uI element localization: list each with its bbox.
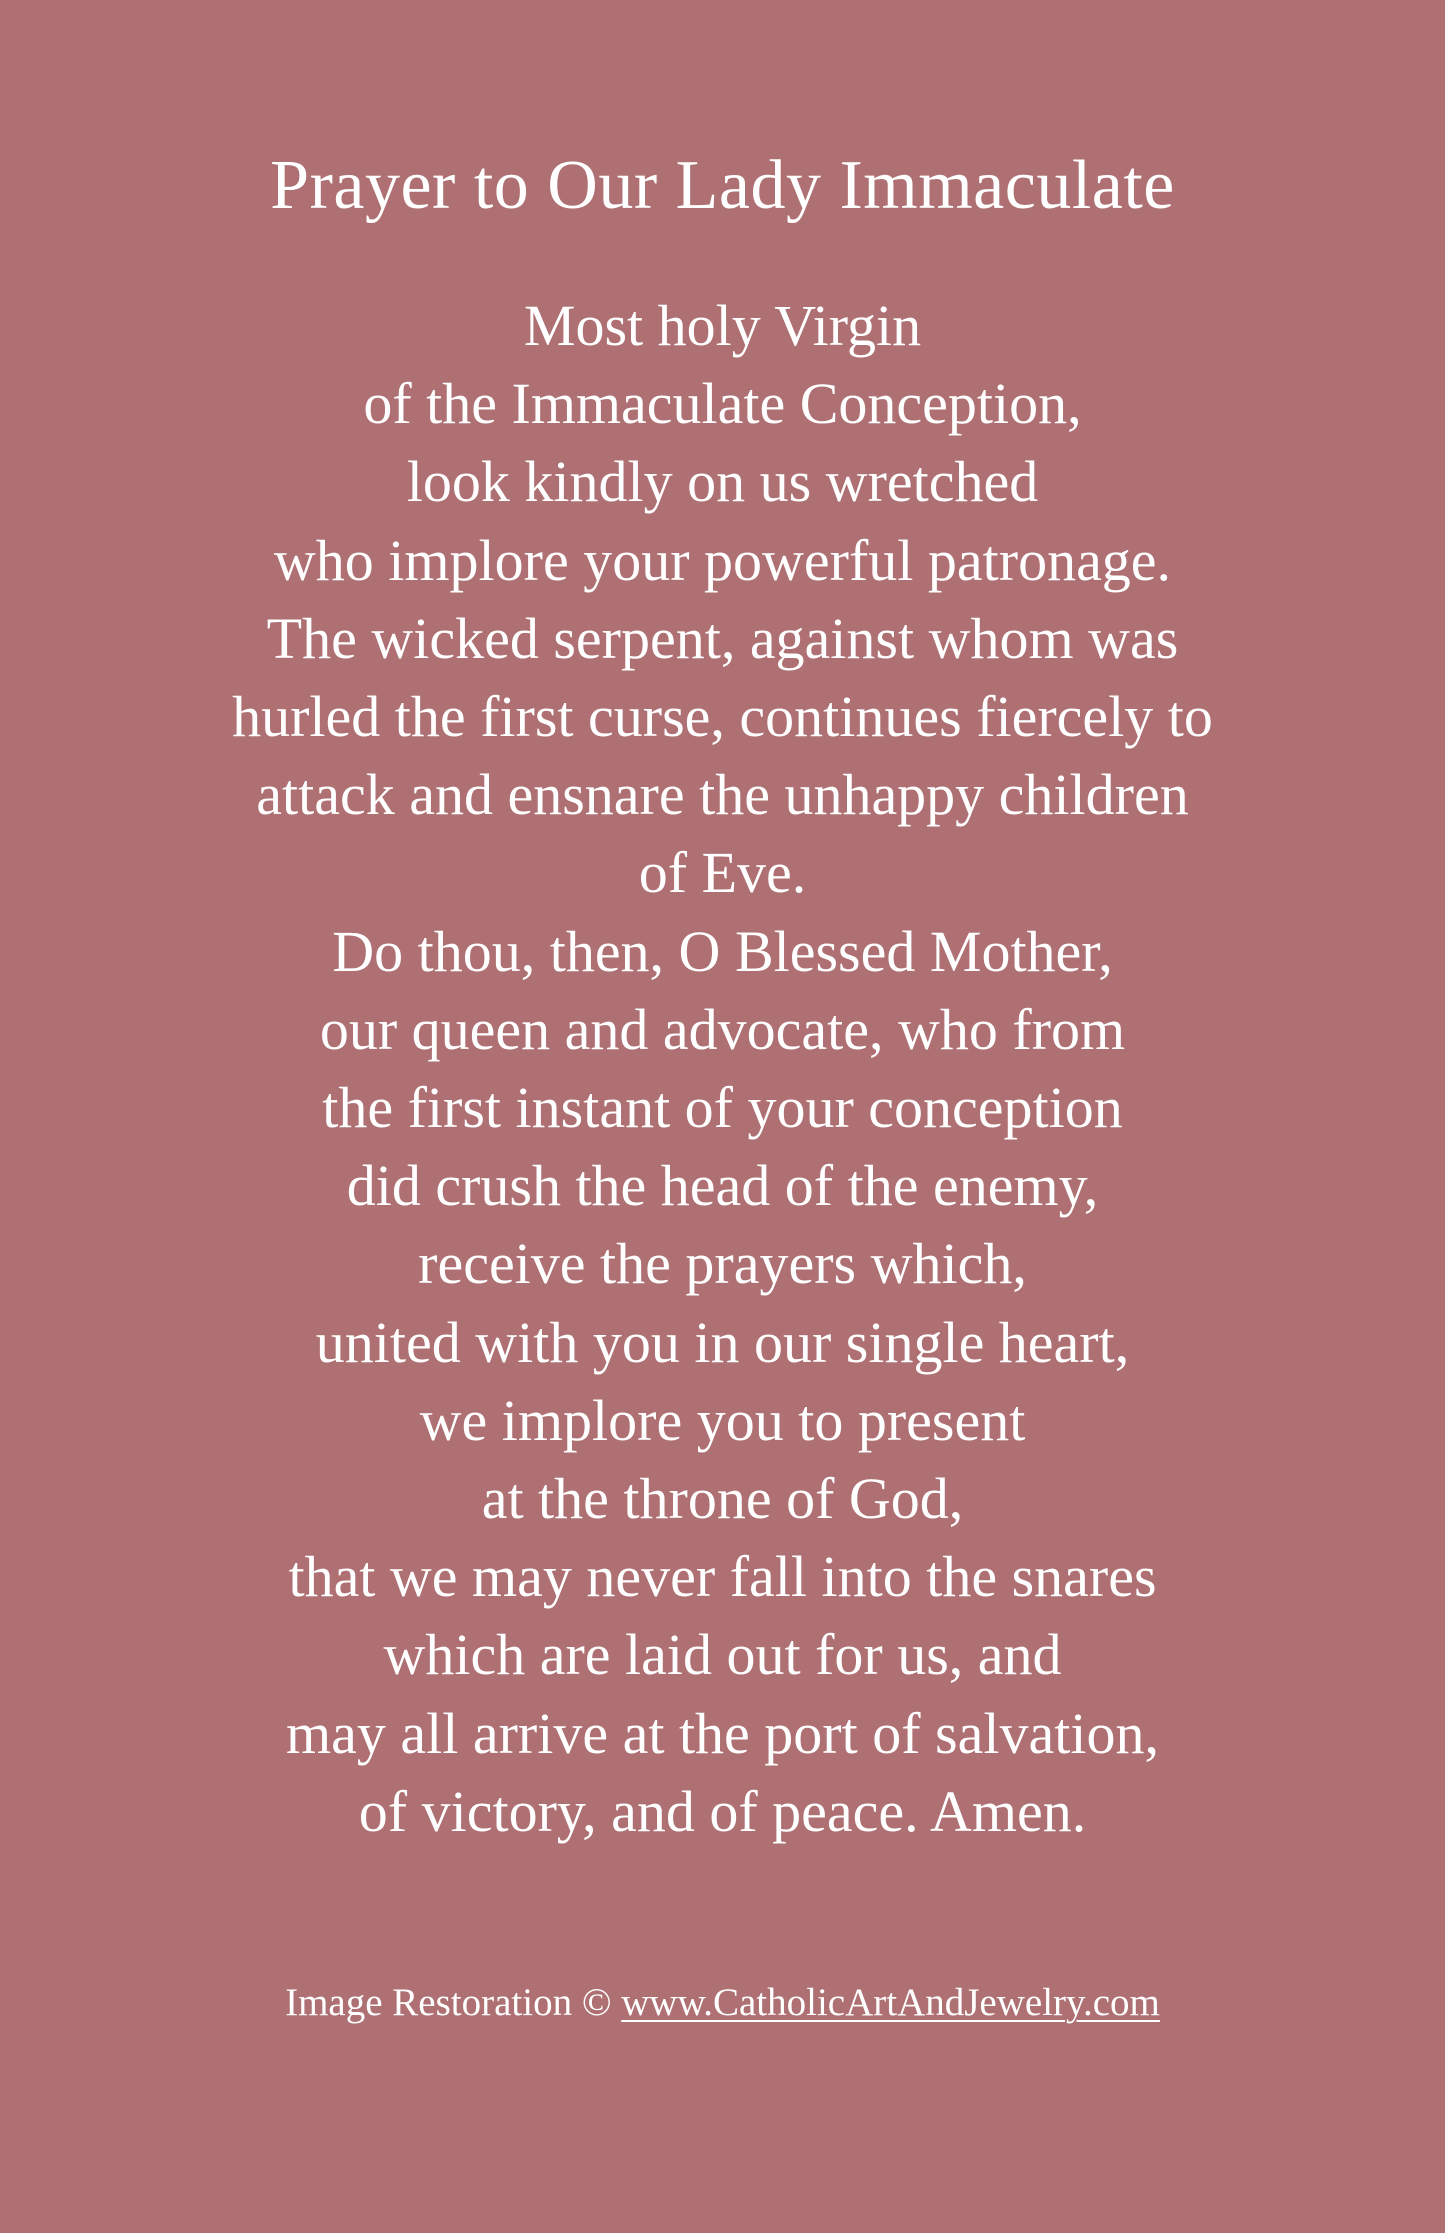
- website-link[interactable]: www.CatholicArtAndJewelry.com: [621, 1981, 1160, 2024]
- prayer-line: may all arrive at the port of salvation,: [286, 1700, 1159, 1766]
- prayer-line: which are laid out for us, and: [383, 1622, 1062, 1688]
- prayer-line: look kindly on us wretched: [406, 449, 1039, 515]
- prayer-line: of Eve.: [638, 840, 807, 906]
- prayer-line: that we may never fall into the snares: [288, 1544, 1157, 1610]
- prayer-line: united with you in our single heart,: [315, 1309, 1130, 1375]
- prayer-line: of victory, and of peace. Amen.: [358, 1778, 1087, 1844]
- prayer-title: Prayer to Our Lady Immaculate: [270, 147, 1175, 224]
- prayer-text: [0, 287, 1445, 1851]
- prayer-line: attack and ensnare the unhappy children: [256, 762, 1189, 828]
- image-credit: [0, 1975, 1445, 2031]
- prayer-line: receive the prayers which,: [418, 1231, 1027, 1297]
- prayer-line: who implore your powerful patronage.: [273, 527, 1172, 593]
- prayer-line: did crush the head of the enemy,: [346, 1153, 1099, 1219]
- prayer-line: Most holy Virgin: [523, 293, 922, 358]
- prayer-line: our queen and advocate, who from: [319, 996, 1126, 1062]
- prayer-line: hurled the first curse, continues fiercely to: [232, 684, 1213, 750]
- prayer-line: The wicked serpent, against whom was: [266, 605, 1179, 671]
- prayer-line: the first instant of your conception: [322, 1075, 1123, 1141]
- prayer-line: at the throne of God,: [481, 1466, 964, 1532]
- prayer-line: we implore you to present: [419, 1387, 1026, 1453]
- prayer-line: of the Immaculate Conception,: [363, 371, 1082, 437]
- prayer-line: Do thou, then, O Blessed Mother,: [332, 918, 1113, 984]
- credit-text: Image Restoration ©: [285, 1981, 612, 2024]
